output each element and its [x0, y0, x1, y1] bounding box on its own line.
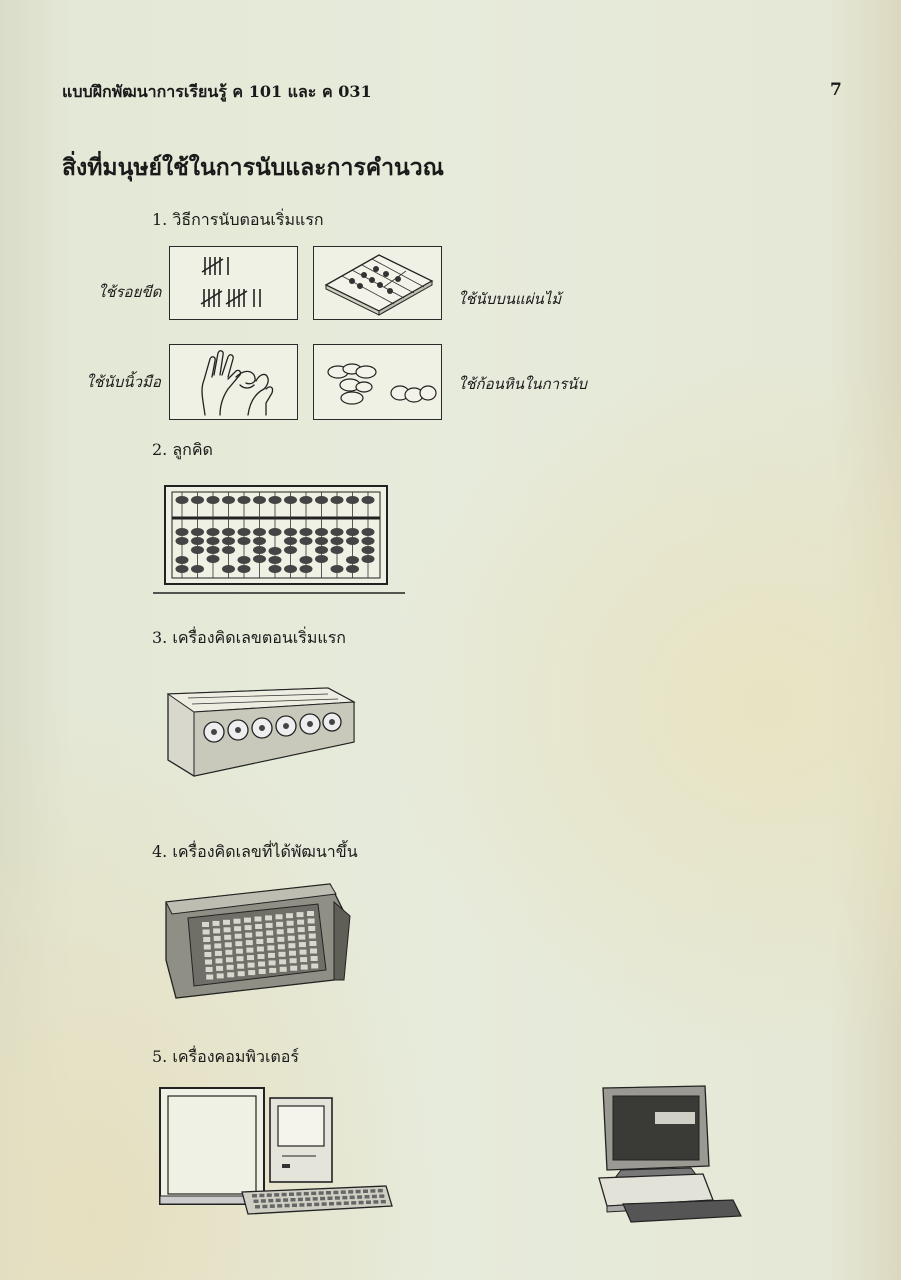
calculator-key — [297, 912, 304, 917]
calculator-key — [235, 934, 242, 939]
calculator-key — [309, 941, 316, 946]
abacus-bead — [207, 555, 220, 563]
abacus-bead — [238, 528, 251, 536]
calculator-key — [245, 933, 252, 938]
counting-board-illustration — [313, 246, 442, 320]
keyboard-key — [381, 1200, 386, 1204]
calculator-key — [225, 950, 232, 955]
keyboard-key — [322, 1202, 327, 1206]
keyboard-key — [292, 1204, 297, 1208]
calculator-key — [268, 953, 275, 958]
personal-computer-illustration — [593, 1084, 743, 1224]
abacus-bead — [315, 537, 328, 545]
calculator-key — [266, 923, 273, 928]
keyboard-key — [276, 1199, 281, 1203]
section-3-text: เครื่องคิดเลขตอนเริ่มแรก — [172, 628, 346, 647]
keyboard-key — [285, 1204, 290, 1208]
keyboard-key — [351, 1201, 356, 1205]
section-1-heading — [152, 208, 324, 233]
keyboard-key — [268, 1199, 273, 1203]
abacus-bead — [253, 528, 266, 536]
keyboard-key — [262, 1205, 267, 1209]
calculator-key — [227, 972, 234, 977]
calculator-key — [225, 942, 232, 947]
calculator-key — [248, 963, 255, 968]
abacus-bead — [176, 537, 189, 545]
abacus-bead — [238, 565, 251, 573]
abacus-bead — [176, 528, 189, 536]
keyboard-key — [335, 1196, 340, 1200]
keyboard-key — [261, 1199, 266, 1203]
tally-marks-illustration — [169, 246, 298, 320]
abacus-bead — [207, 537, 220, 545]
calculator-key — [257, 947, 264, 952]
mechanical-calculator-illustration — [158, 880, 358, 1004]
keyboard-key — [298, 1198, 303, 1202]
abacus-bead — [362, 546, 375, 554]
section-2-text: ลูกคิด — [172, 440, 213, 459]
calculator-key — [223, 920, 230, 925]
keyboard-key — [267, 1193, 272, 1197]
calculator-key — [202, 922, 209, 927]
abacus-bead — [346, 537, 359, 545]
calculator-key — [300, 950, 307, 955]
calculator-key — [234, 919, 241, 924]
calculator-key — [256, 939, 263, 944]
stones-drawing — [314, 345, 441, 419]
section-2-number: 2. — [152, 440, 168, 459]
abacus-bead — [284, 496, 297, 504]
abacus-bead — [269, 528, 282, 536]
keyboard-key — [336, 1202, 341, 1206]
abacus-bead — [300, 556, 313, 564]
section-5-number: 5. — [152, 1047, 168, 1066]
calculator-key — [308, 919, 315, 924]
abacus-bead — [222, 537, 235, 545]
calculator-key — [237, 956, 244, 961]
keyboard-key — [254, 1200, 259, 1204]
section-5-text: เครื่องคอมพิวเตอร์ — [172, 1047, 299, 1066]
calculator-key — [278, 944, 285, 949]
section-1-number: 1. — [152, 210, 168, 229]
keyboard-key — [357, 1195, 362, 1199]
calculator-key — [269, 960, 276, 965]
keyboard-key — [326, 1191, 331, 1195]
calculator-key — [214, 936, 221, 941]
calculator-key — [244, 918, 251, 923]
keyboard-key — [350, 1196, 355, 1200]
abacus-bead — [315, 528, 328, 536]
calculator-key — [277, 937, 284, 942]
calculator-key — [311, 964, 318, 969]
calculator-key — [214, 943, 221, 948]
calculator-key — [224, 927, 231, 932]
hands-drawing — [170, 345, 297, 419]
section-4-text: เครื่องคิดเลขที่ได้พัฒนาขึ้น — [172, 842, 358, 861]
calculator-key — [227, 965, 234, 970]
calculator-key — [286, 913, 293, 918]
abacus-bead — [300, 565, 313, 573]
abacus-bead — [331, 546, 344, 554]
keyboard-key — [304, 1192, 309, 1196]
keyboard-key — [289, 1193, 294, 1197]
calculator-key — [267, 938, 274, 943]
calculator-key — [224, 935, 231, 940]
keyboard-key — [363, 1190, 368, 1194]
keyboard-key — [296, 1192, 301, 1196]
abacus-bead — [191, 537, 204, 545]
calculator-key — [203, 930, 210, 935]
calculator-key — [245, 925, 252, 930]
abacus-bead — [346, 565, 359, 573]
keyboard-key — [314, 1203, 319, 1207]
keyboard-key — [373, 1200, 378, 1204]
calculator-key — [279, 952, 286, 957]
abacus-bead — [362, 496, 375, 504]
abacus-bead — [176, 565, 189, 573]
abacus-bead — [222, 496, 235, 504]
keyboard-key — [311, 1192, 316, 1196]
calculator-key — [307, 911, 314, 916]
calculator-key — [310, 949, 317, 954]
calculator-key — [213, 921, 220, 926]
abacus-bead — [346, 556, 359, 564]
calculator-key — [235, 941, 242, 946]
calculator-key — [298, 935, 305, 940]
abacus-bead — [207, 528, 220, 536]
abacus-bead — [284, 565, 297, 573]
calculator-key — [206, 967, 213, 972]
calculator-key — [248, 970, 255, 975]
label-fingers: ใช้นับนิ้วมือ — [86, 373, 161, 391]
calculator-key — [238, 971, 245, 976]
section-3-number: 3. — [152, 628, 168, 647]
keyboard-key — [313, 1197, 318, 1201]
calculator-key — [259, 969, 266, 974]
abacus-bead — [253, 555, 266, 563]
abacus-bead — [284, 537, 297, 545]
abacus-bead — [191, 528, 204, 536]
section-4-number: 4. — [152, 842, 168, 861]
keyboard-key — [344, 1201, 349, 1205]
calculator-key — [258, 962, 265, 967]
calculator-key — [216, 958, 223, 963]
label-tally: ใช้รอยขีด — [98, 283, 162, 301]
calculator-key — [203, 937, 210, 942]
calculator-key — [205, 960, 212, 965]
section-4-heading — [152, 840, 358, 865]
keyboard-key — [252, 1194, 257, 1198]
keyboard-key — [341, 1190, 346, 1194]
section-3-heading — [152, 626, 346, 651]
calculator-key — [213, 928, 220, 933]
keyboard-key — [366, 1201, 371, 1205]
calculator-key — [288, 936, 295, 941]
calculator-key — [299, 942, 306, 947]
keyboard-key — [379, 1194, 384, 1198]
calculator-key — [258, 954, 265, 959]
calculator-key — [247, 955, 254, 960]
abacus-bead — [315, 546, 328, 554]
calculator-key — [266, 930, 273, 935]
calculator-key — [276, 914, 283, 919]
abacus-bead — [238, 496, 251, 504]
calculator-key — [267, 945, 274, 950]
keyboard-key — [299, 1203, 304, 1207]
section-5-heading — [152, 1045, 299, 1070]
calculator-key — [277, 929, 284, 934]
abacus-bead — [222, 546, 235, 554]
keyboard-key — [270, 1204, 275, 1208]
keyboard-key — [328, 1197, 333, 1201]
keyboard-key — [342, 1196, 347, 1200]
abacus-bead — [222, 528, 235, 536]
desktop-computer-illustration — [156, 1084, 396, 1224]
abacus-illustration — [150, 480, 410, 596]
calculator-key — [226, 957, 233, 962]
calculator-key — [246, 948, 253, 953]
abacus-bead — [284, 528, 297, 536]
finger-counting-illustration — [169, 344, 298, 420]
calculator-key — [288, 943, 295, 948]
section-2-heading — [152, 438, 213, 463]
abacus-bead — [315, 555, 328, 563]
abacus-bead — [269, 556, 282, 564]
calculator-key — [287, 928, 294, 933]
calculator-key — [234, 926, 241, 931]
calculator-key — [301, 965, 308, 970]
calculator-key — [297, 920, 304, 925]
running-header: แบบฝึกพัฒนาการเรียนรู้ ค 101 และ ค 031 — [62, 82, 372, 101]
keyboard-key — [370, 1189, 375, 1193]
abacus-bead — [331, 528, 344, 536]
label-board: ใช้นับบนแผ่นไม้ — [458, 290, 562, 308]
calculator-key — [276, 922, 283, 927]
calculator-key — [236, 949, 243, 954]
keyboard-key — [305, 1197, 310, 1201]
abacus-bead — [362, 537, 375, 545]
keyboard-key — [372, 1195, 377, 1199]
tally-marks-drawing — [170, 247, 297, 319]
keyboard-key — [329, 1202, 334, 1206]
calculator-key — [215, 951, 222, 956]
abacus-bead — [176, 556, 189, 564]
abacus-bead — [331, 565, 344, 573]
abacus-bead — [362, 528, 375, 536]
counting-board-drawing — [314, 247, 441, 319]
calculator-key — [311, 956, 318, 961]
abacus-bead — [207, 496, 220, 504]
abacus-bead — [191, 496, 204, 504]
abacus-bead — [300, 496, 313, 504]
abacus-bead — [269, 565, 282, 573]
calculator-key — [289, 951, 296, 956]
abacus-bead — [238, 556, 251, 564]
calculator-key — [265, 915, 272, 920]
calculator-key — [255, 924, 262, 929]
keyboard-key — [333, 1191, 338, 1195]
calculator-key — [287, 921, 294, 926]
calculator-key — [308, 926, 315, 931]
abacus-bead — [191, 546, 204, 554]
calculator-key — [204, 952, 211, 957]
abacus-bead — [346, 528, 359, 536]
keyboard-key — [319, 1191, 324, 1195]
abacus-bead — [346, 496, 359, 504]
calculator-key — [216, 966, 223, 971]
keyboard-key — [291, 1198, 296, 1202]
calculator-key — [237, 964, 244, 969]
abacus-bead — [300, 528, 313, 536]
abacus-bead — [238, 537, 251, 545]
keyboard-key — [307, 1203, 312, 1207]
keyboard-key — [348, 1190, 353, 1194]
keyboard-key — [320, 1197, 325, 1201]
abacus-bead — [191, 565, 204, 573]
page-number: 7 — [830, 80, 842, 100]
calculator-key — [309, 934, 316, 939]
keyboard-key — [356, 1190, 361, 1194]
abacus-bead — [253, 537, 266, 545]
section-1-text: วิธีการนับตอนเริ่มแรก — [172, 210, 324, 229]
abacus-bead — [207, 546, 220, 554]
calculator-key — [290, 966, 297, 971]
calculator-key — [256, 932, 263, 937]
abacus-bead — [331, 537, 344, 545]
calculator-key — [246, 940, 253, 945]
abacus-bead — [222, 565, 235, 573]
calculator-key — [269, 968, 276, 973]
calculator-key — [290, 958, 297, 963]
label-stones: ใช้ก้อนหินในการนับ — [458, 375, 587, 393]
early-calculator-illustration — [158, 684, 358, 780]
calculator-key — [255, 917, 262, 922]
keyboard-key — [255, 1205, 260, 1209]
abacus-bead — [362, 555, 375, 563]
calculator-key — [298, 927, 305, 932]
calculator-key — [279, 959, 286, 964]
calculator-key — [206, 975, 213, 980]
keyboard-key — [282, 1193, 287, 1197]
keyboard-key — [274, 1193, 279, 1197]
counting-stones-illustration — [313, 344, 442, 420]
keyboard-key — [277, 1204, 282, 1208]
calculator-key — [204, 945, 211, 950]
keyboard-key — [283, 1198, 288, 1202]
abacus-bead — [300, 537, 313, 545]
calculator-key — [280, 967, 287, 972]
keyboard-key — [365, 1195, 370, 1199]
abacus-bead — [315, 496, 328, 504]
keyboard-key — [378, 1189, 383, 1193]
keyboard-key — [359, 1201, 364, 1205]
abacus-bead — [253, 496, 266, 504]
calculator-key — [300, 957, 307, 962]
abacus-bead — [284, 546, 297, 554]
abacus-bead — [176, 496, 189, 504]
abacus-bead — [269, 496, 282, 504]
abacus-bead — [253, 546, 266, 554]
abacus-bead — [331, 496, 344, 504]
page-title: สิ่งที่มนุษย์ใช้ในการนับและการคำนวณ — [62, 154, 445, 181]
calculator-key — [217, 973, 224, 978]
keyboard-key — [259, 1194, 264, 1198]
abacus-bead — [269, 547, 282, 555]
